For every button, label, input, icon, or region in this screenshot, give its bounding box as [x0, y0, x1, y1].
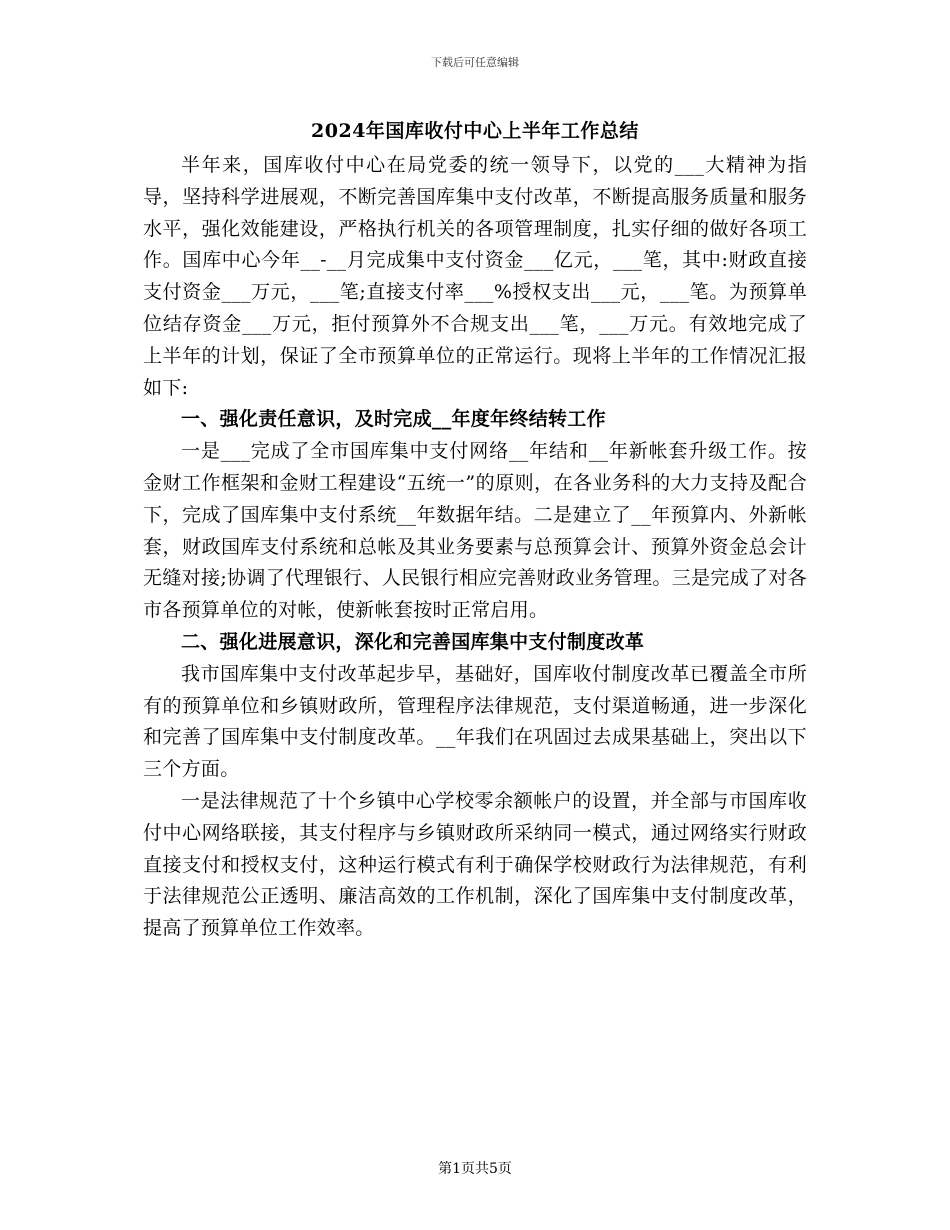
- page-footer: 第1页共5页: [438, 1161, 512, 1177]
- paragraph-section-2-item-1: 一是法律规范了十个乡镇中心学校零余额帐户的设置，并全部与市国库收付中心网络联接，其支付程序与乡镇财政所采纳同一模式，通过网络实行财政直接支付和授权支付，这种运行模式有利于确保学校财政行为法律规范，有利于法律规范公正透明、廉洁高效的工作机制，深化了国库集中支付制度改革，提高了预算单位工作效率。: [143, 789, 807, 940]
- paragraph-section-2-intro: 我市国库集中支付改革起步早，基础好，国库收付制度改革已覆盖全市所有的预算单位和乡镇财政所，管理程序法律规范，支付渠道畅通，进一步深化和完善了国库集中支付制度改革。__年我们在巩固过去成果基础上，突出以下三个方面。: [143, 662, 807, 781]
- paragraph-intro: 半年来，国库收付中心在局党委的统一领导下，以党的___大精神为指导，坚持科学进展观，不断完善国库集中支付改革，不断提高服务质量和服务水平，强化效能建设，严格执行机关的各项管理制度，扎实仔细的做好各项工作。国库中心今年__-__月完成集中支付资金___亿元，___笔，其中:财政直接支付资金___万元，___笔;直接支付率___%授权支出___元，___笔。为预算单位结存资金___万元，拒付预算外不合规支出___笔，___万元。有效地完成了上半年的计划，保证了全市预算单位的正常运行。现将上半年的工作情况汇报如下:: [143, 154, 807, 399]
- section-heading-1: 一、强化责任意识，及时完成__年度年终结转工作: [181, 408, 606, 431]
- document-body: [143, 150, 807, 945]
- header-note: 下载后可任意编辑: [431, 56, 519, 69]
- document-title: 2024年国库收付中心上半年工作总结: [311, 120, 639, 142]
- paragraph-section-1: 一是___完成了全市国库集中支付网络__年结和__年新帐套升级工作。按金财工作框架和金财工程建设“五统一”的原则，在各业务科的大力支持及配合下，完成了国库集中支付系统__年数据年结。二是建立了__年预算内、外新帐套，财政国库支付系统和总帐及其业务要素与总预算会计、预算外资金总会计无缝对接;协调了代理银行、人民银行相应完善财政业务管理。三是完成了对各市各预算单位的对帐，使新帐套按时正常启用。: [143, 440, 807, 622]
- section-heading-2: 二、强化进展意识，深化和完善国库集中支付制度改革: [181, 630, 645, 653]
